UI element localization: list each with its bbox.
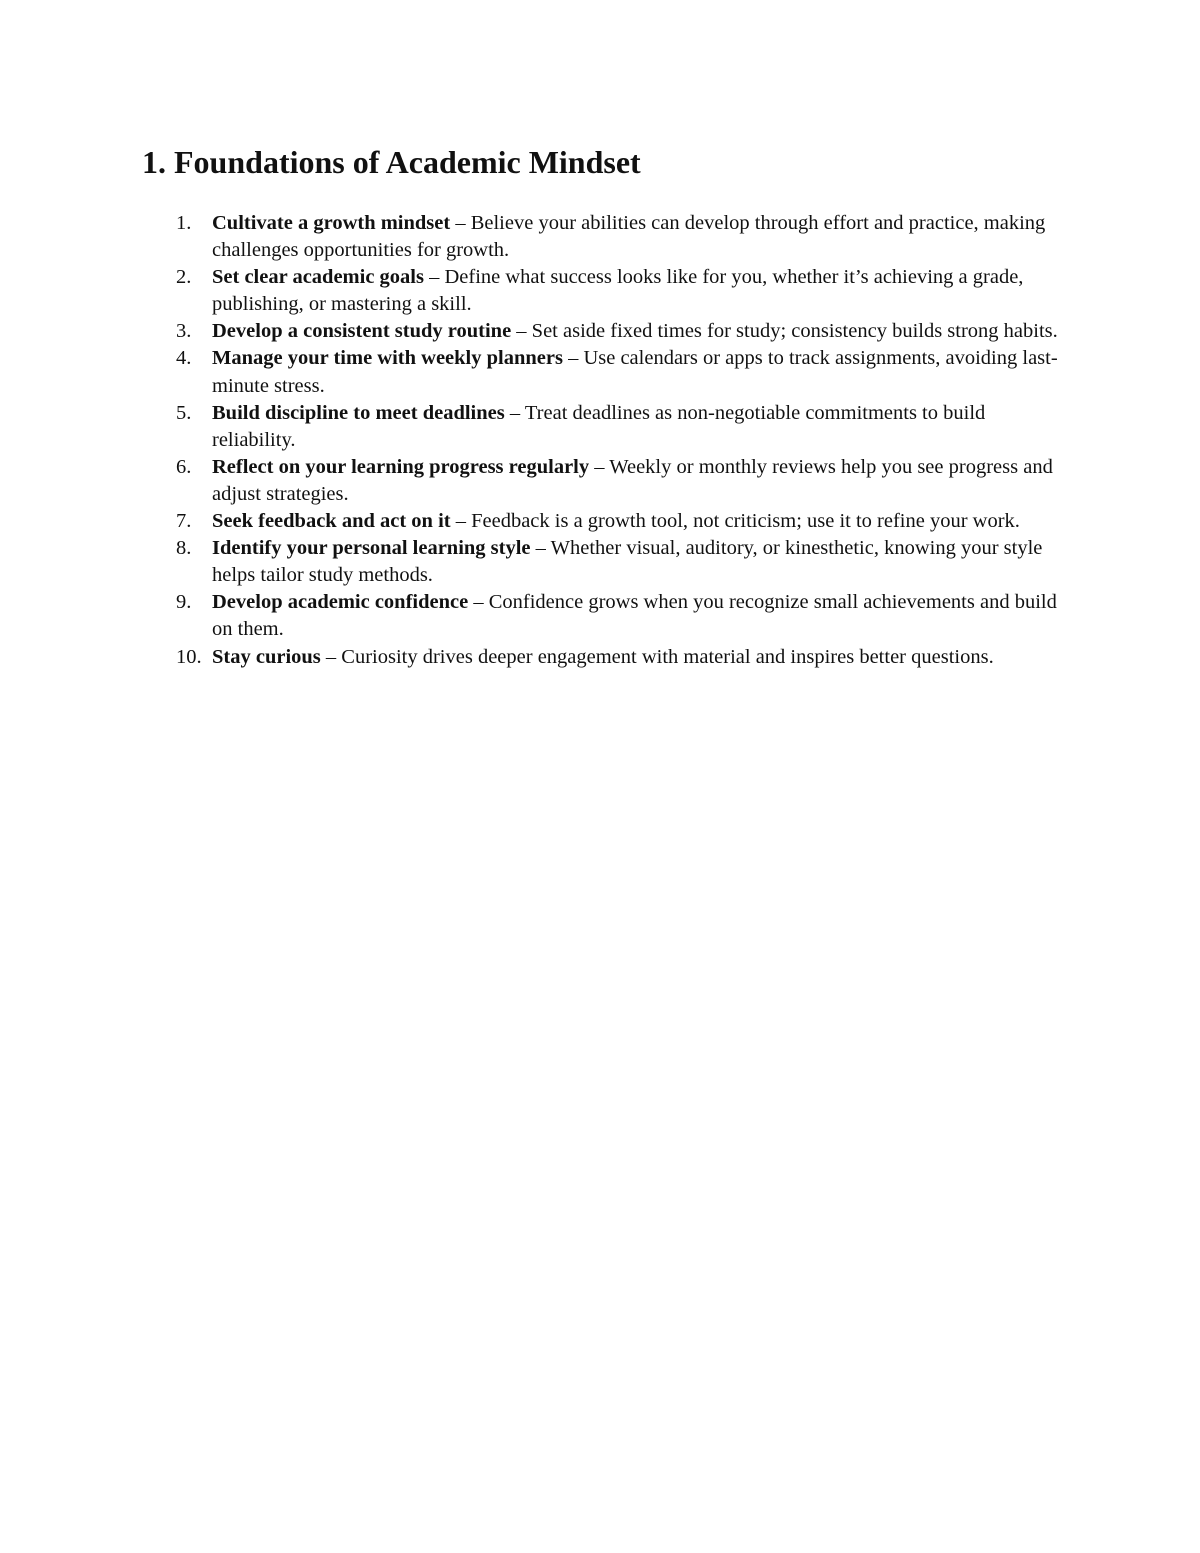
list-item [142, 535, 1072, 589]
item-text: – Feedback is a growth tool, not criticism; use it to refine your work. [450, 510, 1020, 533]
item-text: – Define what success looks like for you, whether it’s achieving a grade, publishing, or mastering a skill. [212, 266, 1024, 316]
item-text: – Treat deadlines as non-negotiable commitments to build reliability. [212, 401, 986, 451]
list-item [142, 210, 1072, 264]
list-item [142, 345, 1072, 399]
list-item [142, 454, 1072, 508]
item-text: – Weekly or monthly reviews help you see progress and adjust strategies. [212, 455, 1053, 505]
item-number: 6. [176, 455, 192, 478]
item-title: Identify your personal learning style [212, 537, 531, 560]
list-item [142, 644, 1072, 671]
list-item [142, 589, 1072, 643]
item-number: 1. [176, 212, 192, 234]
item-text: – Whether visual, auditory, or kinesthetic, knowing your style helps tailor study methods. [212, 537, 1043, 587]
item-number: 8. [176, 537, 192, 560]
item-number: 3. [176, 320, 192, 343]
list-item [142, 318, 1072, 345]
item-title: Develop a consistent study routine [212, 320, 512, 343]
mindset-list [142, 210, 1072, 671]
item-number: 9. [176, 591, 192, 614]
item-title: Develop academic confidence [212, 591, 469, 614]
item-number: 5. [176, 401, 192, 424]
list-item [142, 400, 1072, 454]
item-number: 2. [176, 266, 192, 289]
item-text: – Use calendars or apps to track assignments, avoiding last-minute stress. [212, 347, 1058, 397]
item-title: Cultivate a growth mindset [212, 212, 451, 234]
item-number: 7. [176, 510, 192, 533]
item-title: Manage your time with weekly planners [212, 347, 563, 370]
list-item [142, 508, 1072, 535]
item-title: Reflect on your learning progress regularly [212, 455, 590, 478]
item-number: 10. [176, 645, 202, 668]
item-title: Set clear academic goals [212, 266, 424, 289]
item-title: Build discipline to meet deadlines [212, 401, 505, 424]
item-title: Seek feedback and act on it [212, 510, 451, 533]
item-text: – Confidence grows when you recognize small achievements and build on them. [212, 591, 1057, 641]
section-heading: 1. Foundations of Academic Mindset [142, 144, 641, 180]
item-text: – Curiosity drives deeper engagement with material and inspires better questions. [320, 645, 994, 668]
item-number: 4. [176, 347, 192, 370]
item-text: – Set aside fixed times for study; consistency builds strong habits. [511, 320, 1058, 343]
item-title: Stay curious [212, 645, 321, 668]
list-item [142, 264, 1072, 318]
item-text: – Believe your abilities can develop through effort and practice, making challenges opportunities for growth. [212, 212, 1046, 262]
